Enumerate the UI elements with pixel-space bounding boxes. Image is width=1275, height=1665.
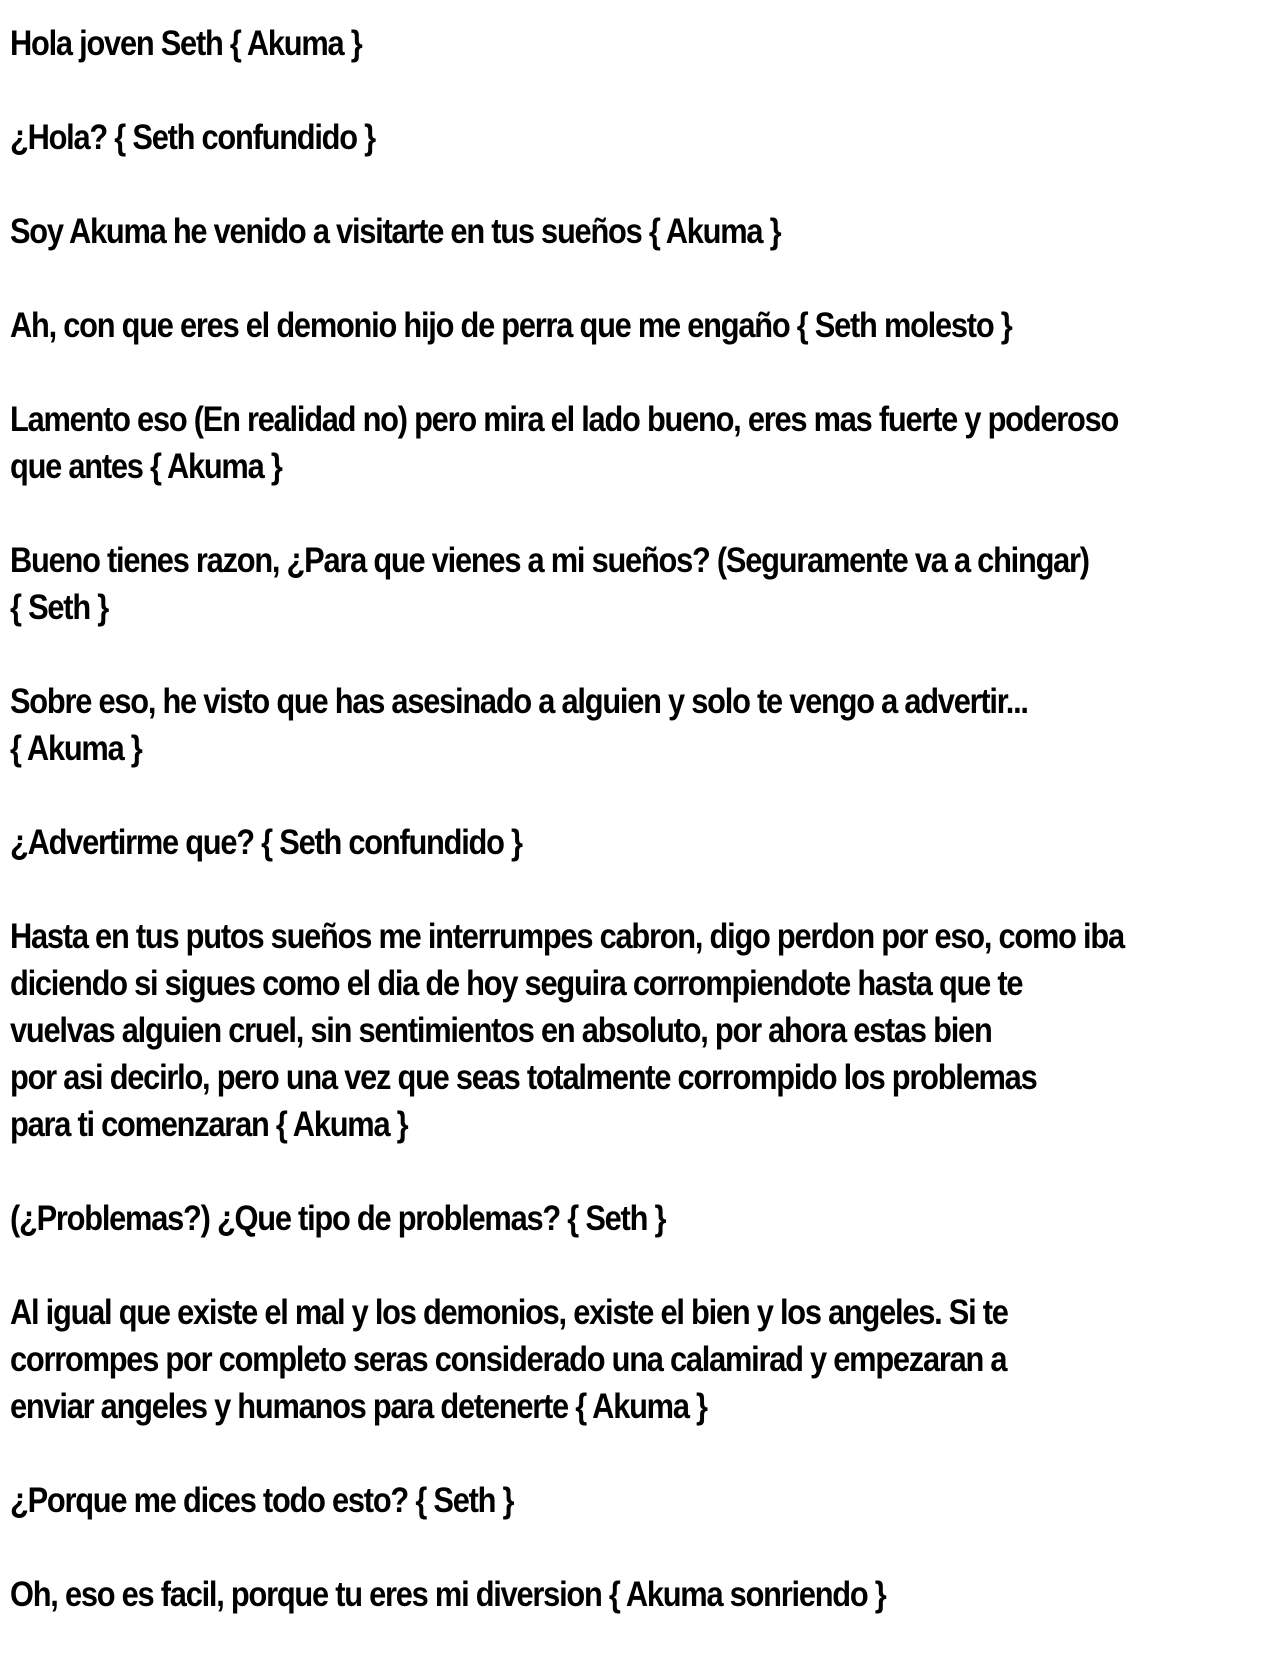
text-line: Lamento eso (En realidad no) pero mira el lado bueno, eres mas fuerte y poderoso [10,400,1119,439]
text-line: ¿Hola? { Seth confundido } [10,118,375,157]
text-line: { Akuma } [10,729,142,768]
text-line: por asi decirlo, pero una vez que seas totalmente corrompido los problemas [10,1058,1037,1097]
text-line: ¿Advertirme que? { Seth confundido } [10,823,522,862]
text-line: Al igual que existe el mal y los demonios, existe el bien y los angeles. Si te [10,1293,1008,1332]
paragraph-6 [10,537,1114,631]
text-line: Hola joven Seth { Akuma } [10,24,362,63]
text-line: { Seth } [10,588,108,627]
paragraph-10 [10,1195,1114,1242]
paragraph-3 [10,208,1114,255]
text-line: enviar angeles y humanos para detenerte { Akuma } [10,1387,707,1426]
paragraph-2 [10,114,1114,161]
paragraph-5 [10,396,1119,490]
text-line: diciendo si sigues como el dia de hoy seguira corrompiendote hasta que te [10,964,1023,1003]
paragraph-9 [10,913,1124,1148]
text-line: vuelvas alguien cruel, sin sentimientos en absoluto, por ahora estas bien [10,1011,992,1050]
text-line: para ti comenzaran { Akuma } [10,1105,408,1144]
text-line: Hasta en tus putos sueños me interrumpes cabron, digo perdon por eso, como iba [10,917,1124,956]
paragraph-12 [10,1477,1114,1524]
text-line: Soy Akuma he venido a visitarte en tus sueños { Akuma } [10,212,781,251]
paragraph-1 [10,20,1114,67]
text-line: Ah, con que eres el demonio hijo de perra que me engaño { Seth molesto } [10,306,1012,345]
text-line: Bueno tienes razon, ¿Para que vienes a mi sueños? (Seguramente va a chingar) [10,541,1089,580]
paragraph-11 [10,1289,1114,1430]
text-line: ¿Porque me dices todo esto? { Seth } [10,1481,514,1520]
paragraph-4 [10,302,1114,349]
text-line: Sobre eso, he visto que has asesinado a alguien y solo te vengo a advertir... [10,682,1028,721]
text-line: corrompes por completo seras considerado una calamirad y empezaran a [10,1340,1007,1379]
text-line: que antes { Akuma } [10,447,282,486]
text-line: Oh, eso es facil, porque tu eres mi diversion { Akuma sonriendo } [10,1575,886,1614]
document-body [10,20,1124,1665]
paragraph-7 [10,678,1114,772]
paragraph-8 [10,819,1114,866]
paragraph-13 [10,1571,1114,1618]
text-line: (¿Problemas?) ¿Que tipo de problemas? { Seth } [10,1199,666,1238]
